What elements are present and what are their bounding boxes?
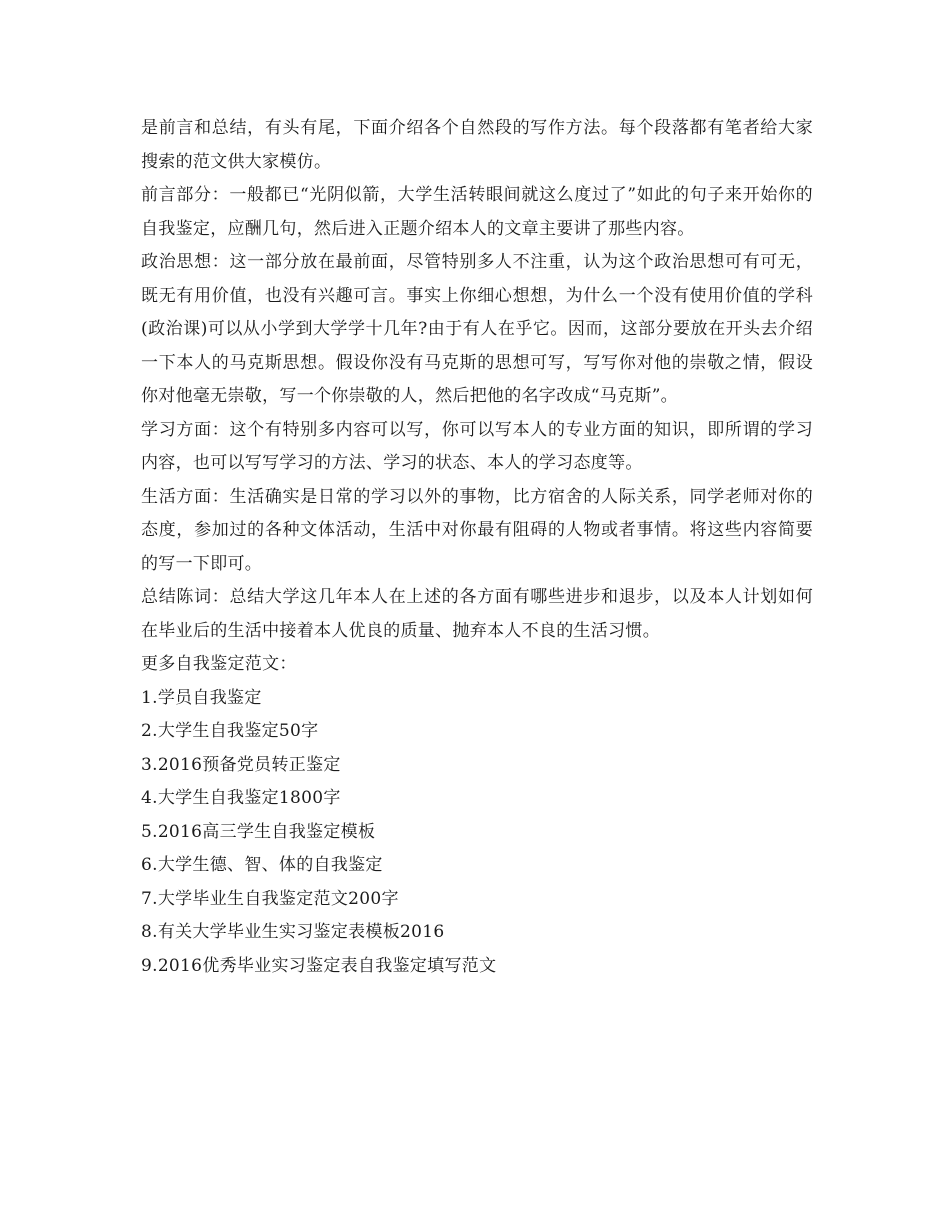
- related-articles-list: [141, 682, 813, 984]
- paragraph-summary: 总结陈词：总结大学这几年本人在上述的各方面有哪些进步和退步，以及本人计划如何在毕业后的生活中接着本人优良的质量、抛弃本人不良的生活习惯。: [141, 587, 813, 641]
- list-item: 8.有关大学毕业生实习鉴定表模板2016: [141, 922, 445, 942]
- paragraph-study: 学习方面：这个有特别多内容可以写，你可以写本人的专业方面的知识，即所谓的学习内容，也可以写写学习的方法、学习的状态、本人的学习态度等。: [141, 419, 813, 473]
- paragraph-political-thought: 政治思想：这一部分放在最前面，尽管特别多人不注重，认为这个政治思想可有可无，既无有用价值，也没有兴趣可言。事实上你细心想想，为什么一个没有使用价值的学科(政治课)可以从小学到大学学十几年?由于有人在乎它。因而，这部分要放在开头去介绍一下本人的马克斯思想。假设你没有马克斯的思想可写，写写你对他的崇敬之情，假设你对他毫无崇敬，写一个你崇敬的人，然后把他的名字改成“马克斯”。: [141, 252, 813, 406]
- list-item: 2.大学生自我鉴定50字: [141, 721, 319, 741]
- list-heading: 更多自我鉴定范文：: [141, 654, 297, 674]
- list-item: 3.2016预备党员转正鉴定: [141, 754, 341, 775]
- document-body: [141, 112, 813, 983]
- paragraph-intro-continuation: 是前言和总结，有头有尾，下面介绍各个自然段的写作方法。每个段落都有笔者给大家搜索的范文供大家模仿。: [141, 118, 813, 172]
- list-item: 9.2016优秀毕业实习鉴定表自我鉴定填写范文: [141, 955, 497, 976]
- paragraph-preface: 前言部分：一般都已“光阴似箭，大学生活转眼间就这么度过了”如此的句子来开始你的自我鉴定，应酬几句，然后进入正题介绍本人的文章主要讲了那些内容。: [141, 185, 813, 239]
- paragraph-life: 生活方面：生活确实是日常的学习以外的事物，比方宿舍的人际关系，同学老师对你的态度，参加过的各种文体活动，生活中对你最有阻碍的人物或者事情。将这些内容简要的写一下即可。: [141, 486, 813, 574]
- list-item: 6.大学生德、智、体的自我鉴定: [141, 855, 383, 875]
- list-item: 1.学员自我鉴定: [141, 687, 262, 708]
- list-item: 5.2016高三学生自我鉴定模板: [141, 821, 376, 842]
- list-item: 7.大学毕业生自我鉴定范文200字: [141, 888, 399, 909]
- list-item: 4.大学生自我鉴定1800字: [141, 788, 341, 808]
